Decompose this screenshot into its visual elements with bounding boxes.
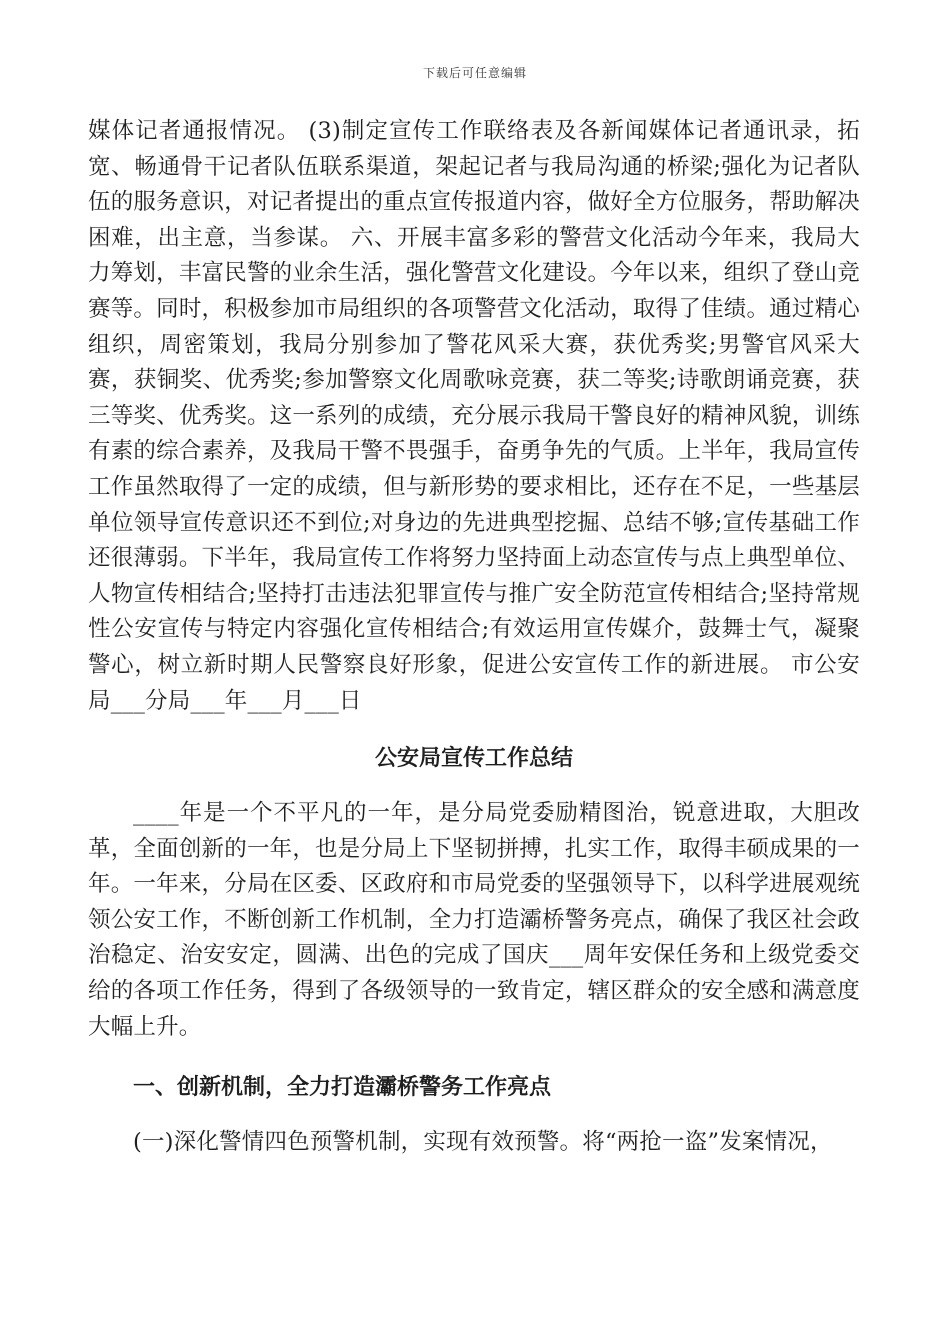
document-title: 公安局宣传工作总结 [374,745,573,772]
section-heading: 一、创新机制，全力打造灞桥警务工作亮点 [133,1074,552,1101]
body-paragraph-continuation: 媒体记者通报情况。 (3)制定宣传工作联络表及各新闻媒体记者通讯录，拓宽、畅通骨干记者队伍联系渠道，架起记者与我局沟通的桥梁;强化为记者队伍的服务意识，对记者提出的重点宣传报道内容，做好全方位服务，帮助解决困难，出主意，当参谋。 六、开展丰富多彩的警营文化活动今年来，我局大力筹划，丰富民警的业余生活，强化警营文化建设。今年以来，组织了登山竞赛等。同时，积极参加市局组织的各项警营文化活动，取得了佳绩。通过精心组织，周密策划，我局分别参加了警花风采大赛，获优秀奖;男警官风采大赛，获铜奖、优秀奖;参加警察文化周歌咏竞赛，获二等奖;诗歌朗诵竞赛，获三等奖、优秀奖。这一系列的成绩，充分展示我局干警良好的精神风貌，训练有素的综合素养，及我局干警不畏强手，奋勇争先的气质。上半年，我局宣传工作虽然取得了一定的成绩，但与新形势的要求相比，还存在不足，一些基层单位领导宣传意识还不到位;对身边的先进典型挖掘、总结不够;宣传基础工作还很薄弱。下半年，我局宣传工作将努力坚持面上动态宣传与点上典型单位、人物宣传相结合;坚持打击违法犯罪宣传与推广安全防范宣传相结合;坚持常规性公安宣传与特定内容强化宣传相结合;有效运用宣传媒介，鼓舞士气，凝聚警心，树立新时期人民警察良好形象，促进公安宣传工作的新进展。 市公安局___分局___年___月___日 [88,118,860,714]
body-paragraph-intro: ____年是一个不平凡的一年，是分局党委励精图治，锐意进取，大胆改革，全面创新的一年，也是分局上下坚韧拼搏，扎实工作，取得丰硕成果的一年。一年来，分局在区委、区政府和市局党委的坚强领导下，以科学进展观统领公安工作，不断创新工作机制，全力打造灞桥警务亮点，确保了我区社会政治稳定、治安安定，圆满、出色的完成了国庆___周年安保任务和上级党委交给的各项工作任务，得到了各级领导的一致肯定，辖区群众的安全感和满意度大幅上升。 [88,800,860,1040]
body-paragraph-section-1: (一)深化警情四色预警机制，实现有效预警。将“两抢一盗”发案情况， [133,1129,833,1156]
document-body [88,114,860,1161]
header-note: 下载后可任意编辑 [422,66,527,80]
